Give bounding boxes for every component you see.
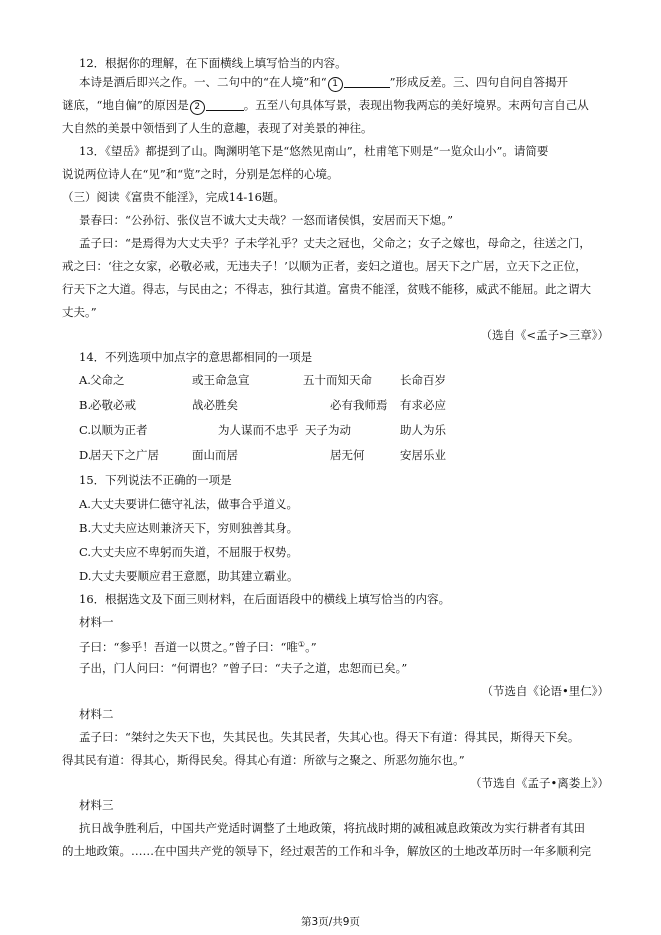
q14-option-item: 安居乐业 xyxy=(400,448,446,462)
q12-line2-text-a: 谜底，“地自偏”的原因是 xyxy=(62,98,189,112)
q14-option-label: B. xyxy=(79,398,92,412)
material3-line1: 抗日战争胜利后，中国共产党适时调整了土地政策，将抗战时期的减租减息政策改为实行耕者有其田 xyxy=(79,821,585,835)
material1-title: 材料一 xyxy=(79,615,114,629)
q15-option-d[interactable]: D.大丈夫要顺应君王意愿，助其建立霸业。 xyxy=(79,569,299,583)
material3-title: 材料三 xyxy=(79,798,114,812)
q13-line1: 13．《望岳》都提到了山。陶渊明笔下是“悠然见南山”，杜甫笔下则是“一览众山小”。请简要 xyxy=(79,144,549,158)
footnote-marker: ① xyxy=(297,640,306,649)
q14-option-item: 有求必应 xyxy=(400,398,446,412)
q13-line2: 说说两位诗人在“见”和“览”之时，分别是怎样的心境。 xyxy=(62,167,339,181)
q14-option-label: D. xyxy=(79,448,92,462)
q14-option-item: 五十而知天命 xyxy=(303,373,372,387)
q14-option-item: 必敬必戒 xyxy=(90,398,136,412)
q14-option-item: 必有我师焉 xyxy=(330,398,388,412)
q12-line1-text-b: ”形成反差。三、四句自问自答揭开 xyxy=(389,75,569,89)
passage-p2-line2: 戒之曰：‘往之女家，必敬必戒，无违夫子！’以顺为正者，妾妇之道也。居天下之广居，立天下之正位， xyxy=(62,259,587,273)
section3-title: （三）阅读《富贵不能淫》，完成14-16题。 xyxy=(62,190,285,204)
q14-option-item: 以顺为正者 xyxy=(90,423,148,437)
blank1-number: 1 xyxy=(328,77,343,92)
q16-title: 16．根据选文及下面三则材料，在后面语段中的横线上填写恰当的内容。 xyxy=(79,592,451,606)
material3-line2: 的土地政策。……在中国共产党的领导下，经过艰苦的工作和斗争，解放区的土地改革历时一年多顺利完 xyxy=(62,844,591,858)
q15-option-b[interactable]: B.大丈夫应达则兼济天下，穷则独善其身。 xyxy=(79,521,299,535)
material1-line1-text-b: 。” xyxy=(305,640,317,654)
passage-p2-line4: 丈夫。” xyxy=(62,305,97,319)
q12-line3: 大自然的美景中领悟到了人生的意趣，表现了对美景的神往。 xyxy=(62,121,373,135)
q14-option-item: 天子为动 xyxy=(305,423,351,437)
page-number: 第3页/共9页 xyxy=(301,916,360,928)
q14-option-label: C. xyxy=(79,423,92,437)
blank2-line[interactable] xyxy=(206,98,244,111)
material2-title: 材料二 xyxy=(79,707,114,721)
q14-option-item: 居无何 xyxy=(330,448,365,462)
q12-line2 xyxy=(62,97,589,115)
q15-title: 15．下列说法不正确的一项是 xyxy=(79,473,232,487)
q14-option-item: 长命百岁 xyxy=(400,373,446,387)
q12-line2-text-b: 。五至八句具体写景，表现出物我两忘的美好境界。末两句言自己从 xyxy=(243,98,589,112)
q14-option-label: A. xyxy=(79,373,91,387)
q12-line1 xyxy=(79,74,568,92)
q14-option-item: 为人谋而不忠乎 xyxy=(218,423,299,437)
blank2-number: 2 xyxy=(190,100,205,115)
material2-line2: 得其民有道：得其心，斯得民矣。得其心有道：所欲与之聚之、所恶勿施尔也。” xyxy=(62,753,465,767)
passage-p2-line1: 孟子曰：“是焉得为大丈夫乎？子未学礼乎？丈夫之冠也，父命之；女子之嫁也，母命之，往送之门， xyxy=(79,236,591,250)
blank1-line[interactable] xyxy=(344,75,390,88)
material1-line1 xyxy=(79,637,317,655)
passage-source: （选自《<孟子>三章》） xyxy=(480,328,609,342)
q12-line1-text-a: 本诗是酒后即兴之作。一、二句中的“在人境”和“ xyxy=(79,75,327,89)
q15-option-a[interactable]: A.大丈夫要讲仁德守礼法，做事合乎道义。 xyxy=(79,497,298,511)
q14-option-item: 战必胜矣 xyxy=(192,398,238,412)
material2-source: （节选自《孟子•离娄上》） xyxy=(469,776,609,790)
q14-option-item: 面山而居 xyxy=(192,448,238,462)
q14-title: 14．不列选项中加点字的意思都相同的一项是 xyxy=(79,350,313,364)
material1-line2: 子出，门人问曰：“何谓也？”曾子曰：“夫子之道，忠恕而已矣。” xyxy=(79,661,408,675)
q12-title: 12．根据你的理解，在下面横线上填写恰当的内容。 xyxy=(79,56,347,70)
q14-option-item: 居天下之广居 xyxy=(90,448,159,462)
q15-option-c[interactable]: C.大丈夫应不卑躬而失道，不屈服于权势。 xyxy=(79,545,299,559)
q14-option-item: 父命之 xyxy=(90,373,125,387)
passage-p2-line3: 行天下之大道。得志，与民由之；不得志，独行其道。富贵不能淫，贫贱不能移，威武不能屈。此之谓大 xyxy=(62,282,591,296)
material1-source: （节选自《论语•里仁》） xyxy=(481,684,609,698)
q14-option-item: 助人为乐 xyxy=(400,423,446,437)
passage-p1: 景春曰：“公孙衍、张仪岂不诚大丈夫哉？一怒而诸侯惧，安居而天下熄。” xyxy=(79,213,454,227)
material1-line1-text-a: 子曰：“参乎！吾道一以贯之。”曾子曰：“唯 xyxy=(79,640,298,654)
q14-option-item: 或王命急宣 xyxy=(192,373,250,387)
material2-line1: 孟子曰：“桀纣之失天下也，失其民也。失其民者，失其心也。得天下有道：得其民，斯得天下矣。 xyxy=(79,730,580,744)
